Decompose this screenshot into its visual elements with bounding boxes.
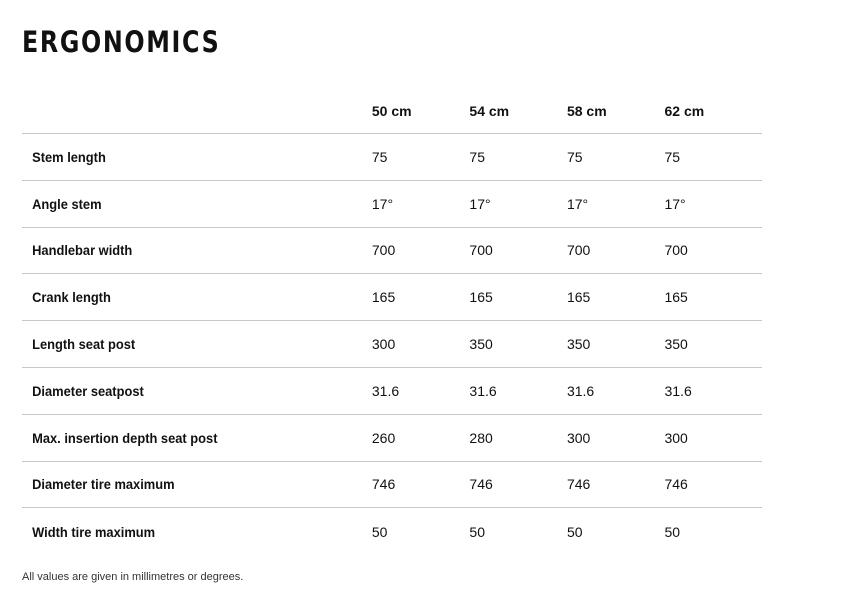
table-cell: 75	[566, 148, 583, 165]
row-label: Length seat post	[32, 336, 136, 353]
table-cell: 300	[566, 429, 591, 446]
table-row	[22, 228, 762, 275]
row-label: Max. insertion depth seat post	[32, 429, 218, 446]
table-cell: 700	[371, 242, 396, 259]
table-row	[22, 321, 762, 368]
table-cell: 31.6	[566, 382, 595, 399]
table-cell: 50	[566, 523, 583, 540]
table-cell: 746	[371, 476, 396, 493]
table-cell: 746	[469, 476, 493, 493]
column-header: 50 cm	[371, 102, 412, 119]
table-row	[22, 181, 762, 228]
table-cell: 700	[566, 242, 591, 259]
table-cell: 280	[469, 429, 493, 446]
table-cell: 700	[469, 242, 493, 259]
column-header: 58 cm	[566, 102, 607, 119]
table-cell: 350	[566, 336, 591, 353]
table-cell: 17°	[664, 195, 686, 212]
table-cell: 75	[469, 148, 485, 165]
table-cell: 300	[664, 429, 688, 446]
table-cell: 50	[469, 523, 485, 540]
footnote: All values are given in millimetres or degrees.	[22, 571, 244, 583]
table-cell: 700	[664, 242, 688, 259]
row-label: Angle stem	[32, 195, 102, 212]
row-label: Handlebar width	[32, 242, 133, 259]
row-label: Width tire maximum	[32, 523, 156, 540]
table-header-row	[22, 88, 762, 134]
table-cell: 165	[469, 289, 493, 306]
row-label: Stem length	[32, 148, 106, 165]
column-header: 54 cm	[469, 102, 510, 119]
table-cell: 300	[371, 336, 396, 353]
table-cell: 165	[371, 289, 396, 306]
table-cell: 165	[664, 289, 688, 306]
table-cell: 31.6	[371, 382, 400, 399]
table-row	[22, 462, 762, 509]
table-cell: 50	[664, 523, 681, 540]
table-cell: 17°	[566, 195, 589, 212]
column-header: 62 cm	[664, 102, 705, 119]
row-label: Diameter tire maximum	[32, 476, 175, 493]
table-cell: 75	[664, 148, 681, 165]
table-cell: 746	[566, 476, 591, 493]
table-row	[22, 134, 762, 181]
page-title: ERGONOMICS	[22, 25, 221, 59]
table-cell: 746	[664, 476, 688, 493]
table-cell: 17°	[371, 195, 394, 212]
table-cell: 165	[566, 289, 591, 306]
table-cell: 31.6	[664, 382, 692, 399]
table-cell: 75	[371, 148, 388, 165]
table-cell: 31.6	[469, 382, 497, 399]
table-cell: 350	[469, 336, 493, 353]
table-cell: 17°	[469, 195, 491, 212]
row-label: Crank length	[32, 289, 111, 306]
table-row	[22, 508, 762, 555]
row-label: Diameter seatpost	[32, 382, 144, 399]
table-cell: 350	[664, 336, 688, 353]
ergonomics-table	[22, 88, 762, 555]
table-row	[22, 368, 762, 415]
table-cell: 50	[371, 523, 388, 540]
table-cell: 260	[371, 429, 396, 446]
table-row	[22, 415, 762, 462]
table-row	[22, 274, 762, 321]
